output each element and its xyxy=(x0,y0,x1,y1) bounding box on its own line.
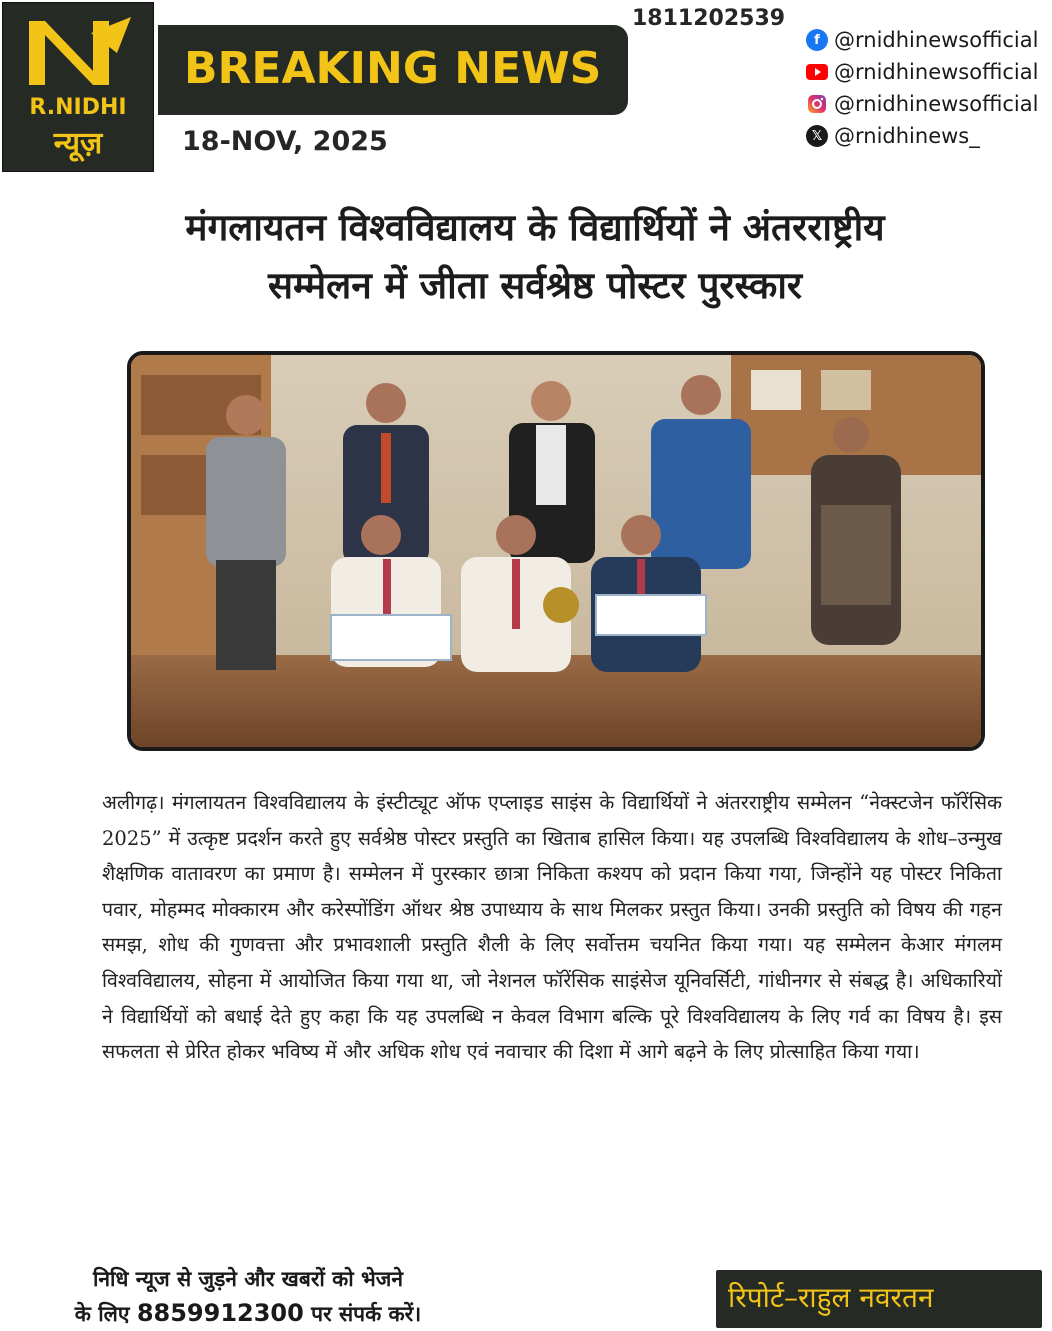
contact-line-2: के लिए 8859912300 पर संपर्क करें। xyxy=(74,1299,422,1327)
x-icon: 𝕏 xyxy=(806,125,828,147)
headline-line-1: मंगलायतन विश्वविद्यालय के विद्यार्थियों ने अंतरराष्ट्रीय xyxy=(185,205,885,249)
brand-logo xyxy=(2,2,154,172)
social-links xyxy=(806,24,1038,152)
article-body: अलीगढ़। मंगलायतन विश्वविद्यालय के इंस्टीट्यूट ऑफ एप्लाइड साइंस के विद्यार्थियों ने अंतरराष्ट्रीय सम्मेलन “नेक्स्टजेन फॉरेंसिक 2025” में उत्कृष्ट प्रदर्शन करते हुए सर्वश्रेष्ठ पोस्टर प्रस्तुति का खिताब हासिल किया। यह उपलब्धि विश्वविद्यालय के शोध–उन्मुख शैक्षणिक वातावरण का प्रमाण है। सम्मेलन में पुरस्कार छात्रा निकिता कश्यप को प्रदान किया गया, जिन्होंने यह पोस्टर निकिता पवार, मोहम्मद मोक्कारम और करेस्पोंडिंग ऑथर श्रेष्ठ उपाध्याय के साथ मिलकर प्रस्तुत किया। उनकी प्रस्तुति को विषय की गहन समझ, शोध की गुणवत्ता और प्रभावशाली प्रस्तुति शैली के लिए सर्वोत्तम चयनित किया गया। यह सम्मेलन केआर मंगलम विश्वविद्यालय, सोहना में आयोजित किया गया था, जो नेशनल फॉरेंसिक साइंसेज यूनिवर्सिटी, गांधीनगर से संबद्ध है। अधिकारियों ने विद्यार्थियों को बधाई देते हुए कहा कि यह उपलब्धि न केवल विभाग बल्कि पूरे विश्वविद्यालय के लिए गर्व का विषय है। इस सफलता से प्रेरित होकर भविष्य में और अधिक शोध एवं नवाचार की दिशा में आगे बढ़ने के लिए प्रोत्साहित किया गया। xyxy=(102,791,1002,1064)
contact-info xyxy=(28,1262,468,1331)
group-photo-illustration xyxy=(131,355,981,747)
news-photo xyxy=(127,351,985,751)
facebook-icon: f xyxy=(806,29,828,51)
contact-number[interactable]: 8859912300 xyxy=(136,1299,304,1327)
logo-name: R.NIDHI xyxy=(29,95,127,120)
headline-line-2: सम्मेलन में जीता सर्वश्रेष्ठ पोस्टर पुरस्कार xyxy=(267,263,803,307)
youtube-icon xyxy=(806,61,828,83)
contact-line-1: निधि न्यूज से जुड़ने और खबरों को भेजने xyxy=(92,1267,404,1291)
social-item-facebook[interactable]: f @rnidhinewsofficial xyxy=(806,24,1038,56)
social-item-youtube[interactable]: @rnidhinewsofficial xyxy=(806,56,1038,88)
social-item-instagram[interactable]: @rnidhinewsofficial xyxy=(806,88,1038,120)
logo-n-icon xyxy=(21,13,137,93)
instagram-icon xyxy=(806,93,828,115)
logo-subtitle: न्यूज़ xyxy=(53,126,103,161)
phone-number: 1811202539 xyxy=(632,6,786,31)
breaking-news-banner xyxy=(158,25,628,115)
reporter-badge xyxy=(716,1270,1042,1328)
headline xyxy=(60,198,1010,314)
social-item-x[interactable]: 𝕏 @rnidhinews_ xyxy=(806,120,1038,152)
news-date: 18-NOV, 2025 xyxy=(182,126,388,157)
banner-text: BREAKING NEWS xyxy=(184,43,602,94)
reporter-name: रिपोर्ट–राहुल नवरतन xyxy=(728,1281,934,1314)
